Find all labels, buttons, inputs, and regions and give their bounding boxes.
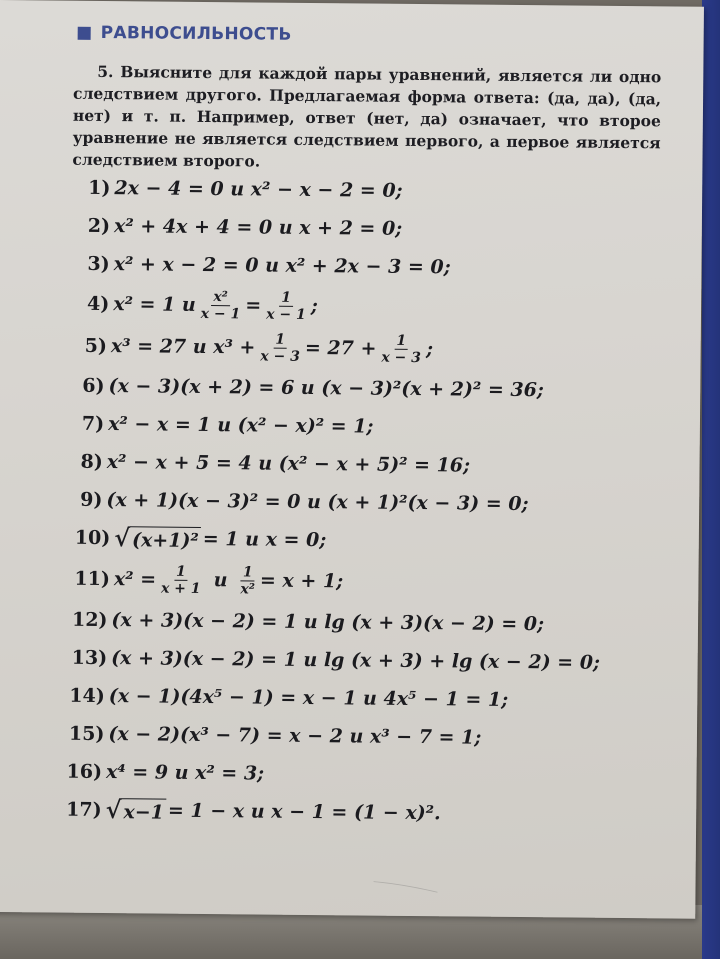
item-number: 14): [69, 684, 105, 708]
denominator: x + 1: [160, 580, 201, 597]
fraction: [379, 332, 423, 365]
numerator: 1: [273, 331, 287, 348]
item-number: 4): [86, 292, 110, 316]
fraction: [238, 564, 257, 597]
denominator: x − 1: [266, 306, 306, 323]
radical-sign: √: [114, 523, 131, 553]
item-number: 6): [82, 374, 105, 398]
item-number: 8): [80, 450, 103, 474]
equation-pair: (x − 1)(4x⁵ − 1) = x − 1 и 4x⁵ − 1 = 1;: [108, 685, 509, 711]
equation-pair: (x + 3)(x − 2) = 1 и lg (x + 3) + lg (x − 2) = 0;: [111, 647, 601, 674]
fraction: [258, 331, 302, 364]
list-item: [87, 283, 675, 331]
equation-pair: x² + x − 2 = 0 и x² + 2x − 3 = 0;: [113, 253, 451, 279]
list-item: [87, 245, 675, 289]
equation-part: ;: [310, 294, 318, 318]
section-header: [78, 23, 292, 45]
equation-pair: (x + 3)(x − 2) = 1 и lg (x + 3)(x − 2) = 0;: [111, 609, 545, 636]
list-item: [82, 405, 674, 449]
equation-pair: (x + 1)(x − 3)² = 0 и (x + 1)²(x − 3) = 0;: [106, 489, 529, 516]
item-number: 2): [87, 214, 111, 238]
problem-text: Выясните для каждой пары уравнений, является ли одно следствием другого. Предлагаемая форма ответа: (да, да), (да, нет) и т. п. Например, ответ (нет, да) означает, что второе уравнение не является следствием первого, а первое является следствием второго.: [72, 62, 662, 171]
list-item: [66, 753, 670, 797]
problem-statement: [72, 61, 661, 177]
equation-part: и: [213, 569, 228, 592]
item-number: 9): [80, 488, 103, 512]
list-item: [88, 207, 676, 251]
square-root: [114, 523, 201, 554]
denominator: x²: [240, 580, 255, 597]
list-item: [75, 519, 673, 563]
numerator: x²: [211, 289, 230, 306]
list-item: [80, 481, 673, 525]
equation-pair: x⁴ = 9 и x² = 3;: [105, 761, 265, 785]
list-item: [69, 715, 671, 759]
list-item: [82, 367, 674, 411]
problem-number: 5.: [97, 61, 114, 82]
equation-pair: x² + 4x + 4 = 0 и x + 2 = 0;: [113, 215, 403, 240]
denominator: x − 3: [260, 348, 300, 365]
equation-part: =: [245, 294, 262, 317]
item-number: 12): [71, 608, 108, 632]
list-item: [72, 639, 672, 683]
list-item: [69, 677, 671, 721]
list-item: [80, 443, 673, 487]
fraction: [199, 288, 243, 321]
list-item: [84, 325, 674, 373]
equation-pair: (x − 2)(x³ − 7) = x − 2 и x³ − 7 = 1;: [108, 723, 482, 749]
item-number: 5): [84, 334, 108, 358]
equation-part: = 1 − x и x − 1 = (1 − x)².: [167, 799, 441, 825]
item-number: 1): [88, 176, 111, 200]
fraction: [264, 289, 308, 322]
equation-part: x² = 1 и: [113, 293, 196, 316]
radicand: (x+1)²: [130, 526, 201, 554]
denominator: x − 3: [381, 349, 422, 366]
equation-part: = 27 +: [304, 336, 377, 360]
equation-part: = x + 1;: [259, 569, 344, 593]
equation-part: x³ = 27 и x³ +: [110, 335, 256, 359]
section-title: РАВНОСИЛЬНОСТЬ: [100, 22, 292, 45]
denominator: x − 1: [200, 305, 241, 322]
item-number: 13): [71, 646, 108, 670]
list-item: [72, 601, 672, 645]
radical-sign: √: [105, 795, 122, 825]
equation-pair: 2x − 4 = 0 и x² − x − 2 = 0;: [114, 177, 403, 202]
item-number: 3): [87, 252, 110, 276]
list-item: [66, 791, 670, 835]
numerator: 1: [394, 332, 408, 349]
equation-pair: x² − x + 5 = 4 и (x² − x + 5)² = 16;: [106, 451, 471, 477]
item-number: 16): [66, 760, 103, 784]
equation-part: ;: [425, 338, 434, 361]
item-number: 7): [81, 412, 105, 436]
list-item: [74, 557, 672, 607]
equation-pair: x² − x = 1 и (x² − x)² = 1;: [108, 413, 374, 438]
numerator: 1: [241, 564, 255, 581]
pencil-mark: [371, 876, 441, 895]
radicand: x−1: [121, 798, 166, 825]
square-root: [106, 795, 167, 826]
numerator: 1: [279, 289, 293, 306]
equation-list: [66, 169, 676, 835]
item-number: 10): [74, 526, 111, 550]
numerator: 1: [174, 563, 188, 580]
section-square-icon: [78, 26, 91, 39]
fraction: [159, 563, 203, 596]
item-number: 17): [66, 798, 102, 822]
list-item: [88, 169, 676, 213]
book-cover-edge: [702, 0, 720, 959]
equation-pair: (x − 3)(x + 2) = 6 и (x − 3)²(x + 2)² = 36;: [108, 375, 544, 402]
equation-part: x² =: [113, 568, 157, 591]
equation-part: = 1 и x = 0;: [202, 527, 327, 552]
item-number: 11): [74, 567, 110, 591]
item-number: 15): [68, 722, 105, 746]
